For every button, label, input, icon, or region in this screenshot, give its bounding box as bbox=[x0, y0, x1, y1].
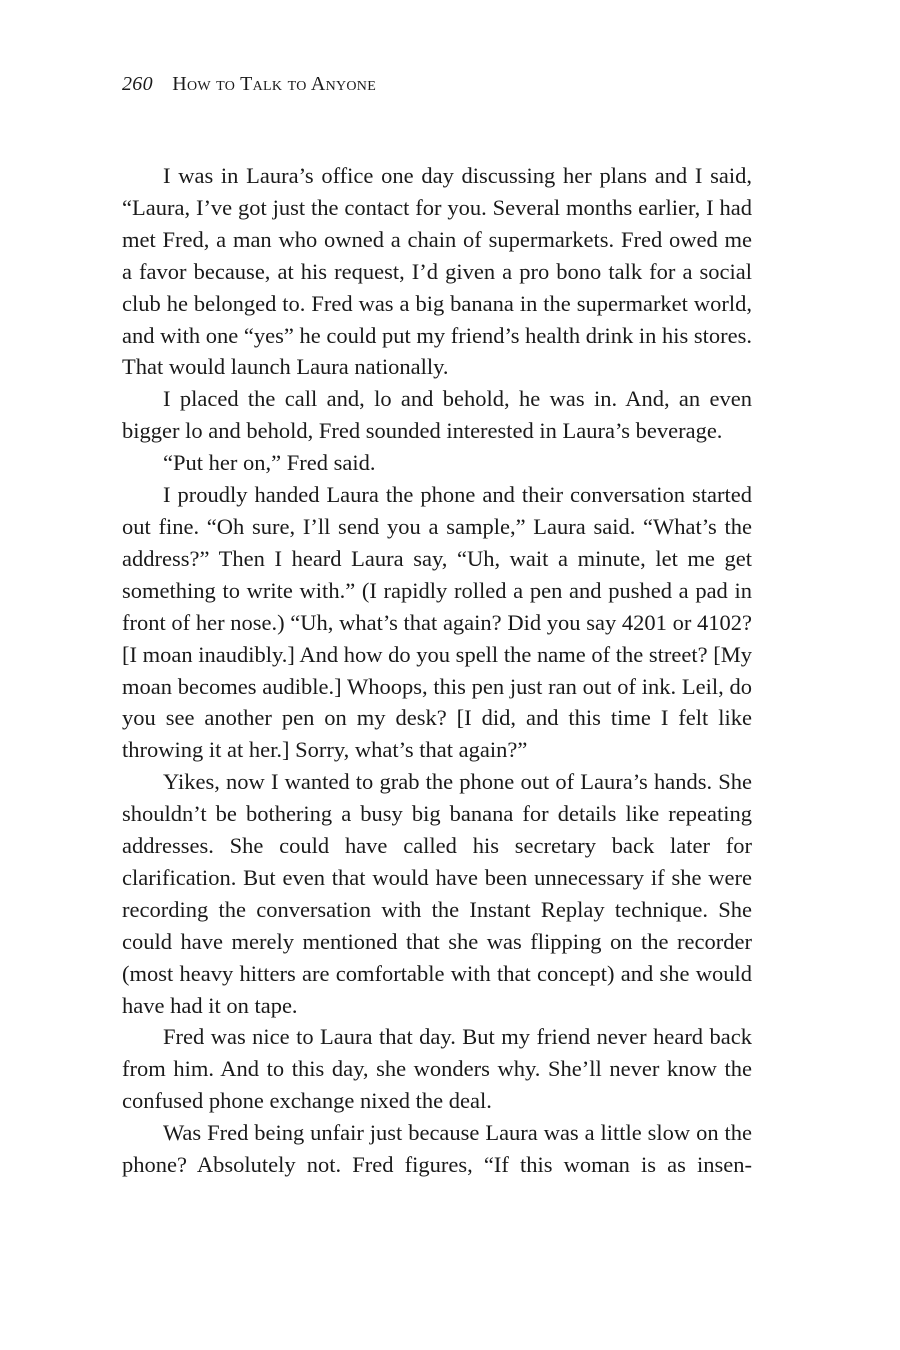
paragraph: I placed the call and, lo and behold, he was in. And, an even bigger lo and behold, Fred sounded interested in Laura’s beverage. bbox=[122, 386, 752, 444]
paragraph: Was Fred being unfair just because Laura was a little slow on the phone? Absolutely not. Fred figures, “If this woman is as insen- bbox=[122, 1120, 752, 1178]
running-head bbox=[122, 71, 376, 97]
paragraph: I was in Laura’s office one day discussing her plans and I said, “Laura, I’ve got just the contact for you. Several months earlier, I had met Fred, a man who owned a chain of supermarkets. Fred owed me a favor because, at his request, I’d given a pro bono talk for a social club he belonged to. Fred was a big banana in the supermarket world, and with one “yes” he could put my friend’s health drink in his stores. That would launch Laura nationally. bbox=[122, 163, 752, 380]
paragraph: Fred was nice to Laura that day. But my friend never heard back from him. And to this day, she wonders why. She’ll never know the confused phone exchange nixed the deal. bbox=[122, 1024, 752, 1114]
paragraph: I proudly handed Laura the phone and their conversation started out fine. “Oh sure, I’ll send you a sample,” Laura said. “What’s the address?” Then I heard Laura say, “Uh, wait a minute, let me get something to write with.” (I rapidly rolled a pen and pushed a pad in front of her nose.) “Uh, what’s that again? Did you say 4201 or 4102? [I moan inaudibly.] And how do you spell the name of the street? [My moan becomes audible.] Whoops, this pen just ran out of ink. Leil, do you see another pen on my desk? [I did, and this time I felt like throwing it at her.] Sorry, what’s that again?” bbox=[122, 482, 752, 763]
paragraph: Yikes, now I wanted to grab the phone out of Laura’s hands. She shouldn’t be bothering a busy big banana for details like repeating addresses. She could have called his secretary back later for clarification. But even that would have been unnecessary if she were recording the conversation with the Instant Replay technique. She could have merely mentioned that she was flipping on the recorder (most heavy hitters are comfortable with that concept) and she would have had it on tape. bbox=[122, 769, 752, 1018]
page-number: 260 bbox=[122, 73, 153, 95]
book-title: How to Talk to Anyone bbox=[172, 73, 377, 95]
body-text bbox=[122, 160, 752, 1181]
paragraph: “Put her on,” Fred said. bbox=[163, 450, 376, 476]
